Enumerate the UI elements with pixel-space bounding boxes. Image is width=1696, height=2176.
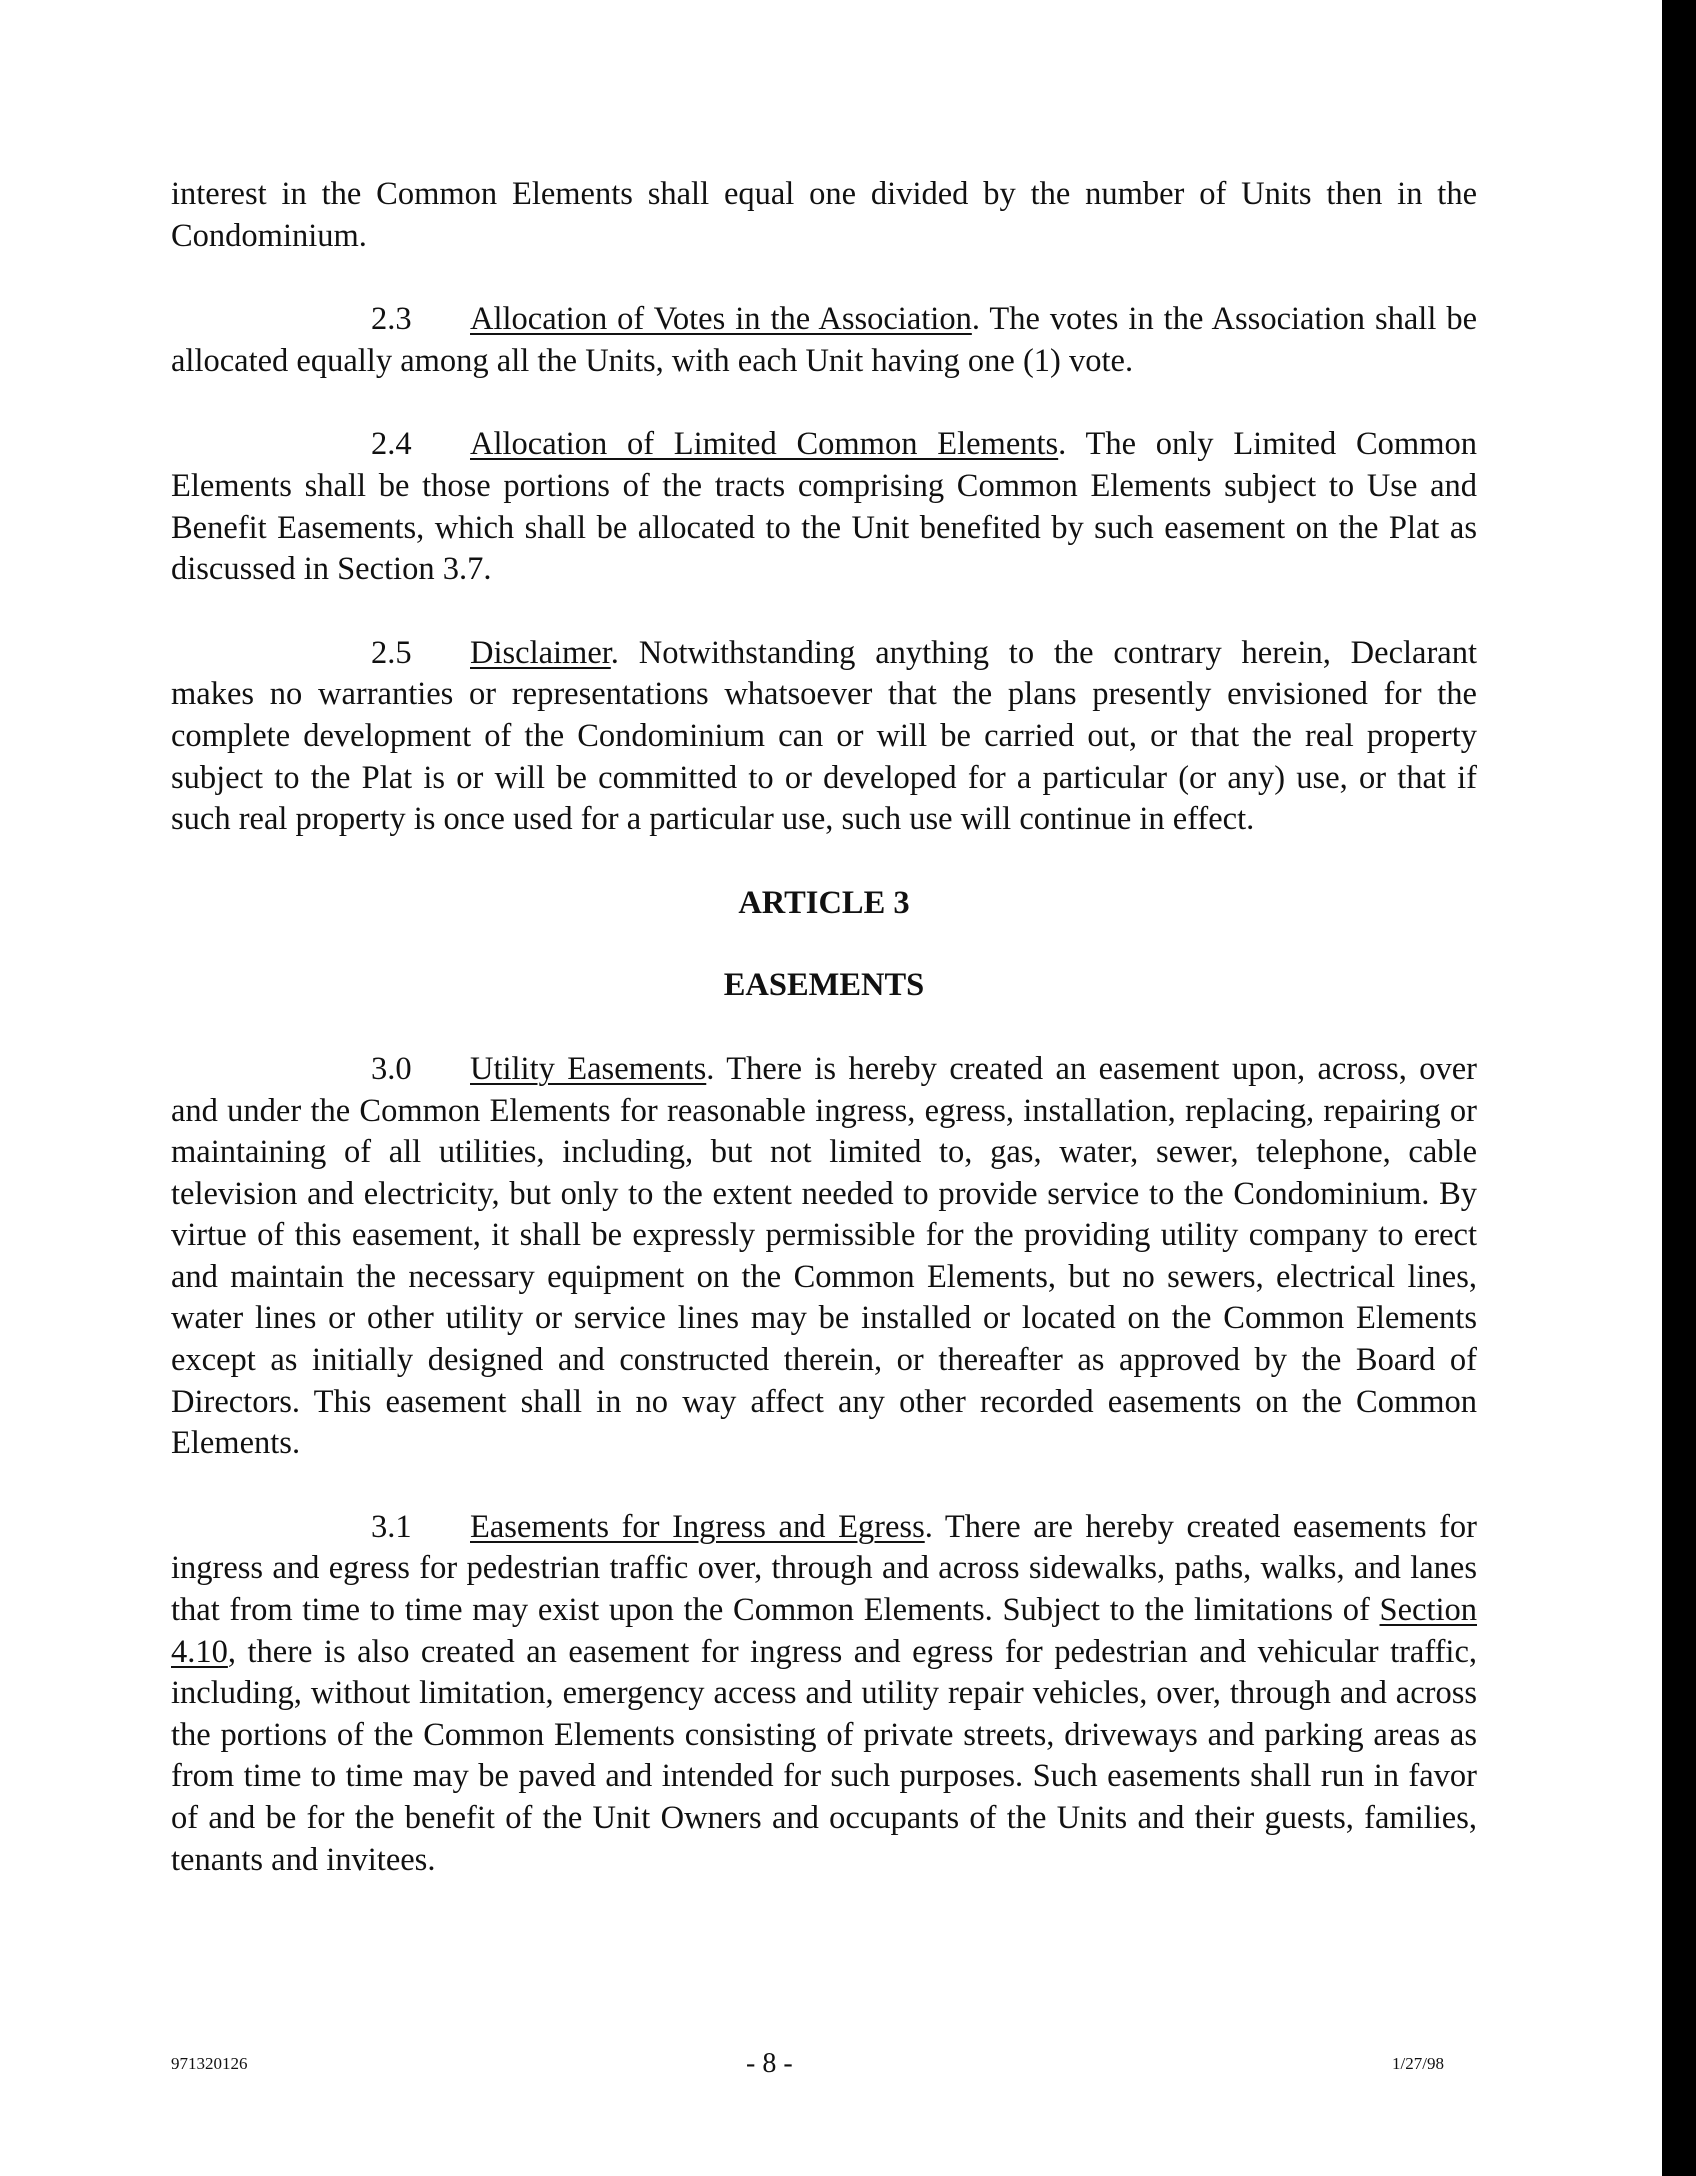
section-text: . There is hereby created an easement upon, across, over and under the Common Elements for reasonable ingress, egress, installation, replacing, repairing or maintaining of all utilities, including, but not limited to, gas, water, sewer, telephone, cable television and electricity, but only to the extent needed to provide service to the Condominium. By virtue of this easement, it shall be expressly permissible for the providing utility company to erect and maintain the necessary equipment on the Common Elements, but no sewers, electrical lines, water lines or other utility or service lines may be installed or located on the Common Elements except as initially designed and constructed therein, or thereafter as approved by the Board of Directors. This easement shall in no way affect any other recorded easements on the Common Elements. (171, 1050, 1477, 1462)
section-2-5 (171, 633, 1477, 841)
section-text: . The only Limited Common Elements shall be those portions of the tracts comprising Common Elements subject to Use and Benefit Easements, which shall be allocated to the Unit benefited by such easement on the Plat as discussed in Section 3.7. (171, 426, 1477, 588)
footer-page-number: - 8 - (746, 2048, 793, 2079)
section-2-4 (171, 424, 1477, 590)
paragraph-continuation (171, 174, 1477, 257)
section-title: Utility Easements (470, 1050, 707, 1087)
section-number: 2.3 (371, 301, 412, 338)
section-reference-link: Section 4.10 (171, 1592, 1477, 1670)
section-3-1 (171, 1507, 1477, 1881)
scan-edge-bar (1662, 0, 1696, 2176)
section-text: . The votes in the Association shall be allocated equally among all the Units, with each Unit having one (1) vote. (171, 301, 1478, 379)
section-title: Allocation of Votes in the Association (470, 301, 972, 338)
footer-date: 1/27/98 (1392, 2054, 1444, 2073)
section-text: . Notwithstanding anything to the contrary herein, Declarant makes no warranties or representations whatsoever that the plans presently envisioned for the complete development of the Condominium can or will be carried out, or that the real property subject to the Plat is or will be committed to or developed for a particular (or any) use, or that if such real property is once used for a particular use, such use will continue in effect. (171, 634, 1477, 838)
paragraph-text: interest in the Common Elements shall equal one divided by the number of Units then in the Condominium. (171, 176, 1477, 254)
footer-doc-number: 971320126 (171, 2054, 248, 2073)
section-text: . There are hereby created easements for ingress and egress for pedestrian traffic over, through and across sidewalks, paths, walks, and lanes that from time to time may exist upon the Common Elements. Subject to the limitations of (171, 1508, 1477, 1629)
section-title: Disclaimer (470, 634, 611, 671)
section-3-0 (171, 1049, 1477, 1465)
section-number: 3.1 (371, 1508, 412, 1545)
section-title: Allocation of Limited Common Elements (470, 426, 1059, 463)
article-heading: ARTICLE 3 (738, 884, 910, 921)
document-body (171, 174, 1477, 1881)
section-number: 2.4 (371, 426, 412, 463)
section-number: 3.0 (371, 1050, 412, 1087)
section-title: Easements for Ingress and Egress (470, 1508, 925, 1545)
section-number: 2.5 (371, 634, 412, 671)
article-title: EASEMENTS (723, 967, 925, 1004)
section-text: , there is also created an easement for ingress and egress for pedestrian and vehicular traffic, including, without limitation, emergency access and utility repair vehicles, over, through and across the portions of the Common Elements consisting of private streets, driveways and parking areas as from time to time may be paved and intended for such purposes. Such easements shall run in favor of and be for the benefit of the Unit Owners and occupants of the Units and their guests, families, tenants and invitees. (171, 1633, 1477, 1878)
section-2-3 (171, 299, 1477, 382)
